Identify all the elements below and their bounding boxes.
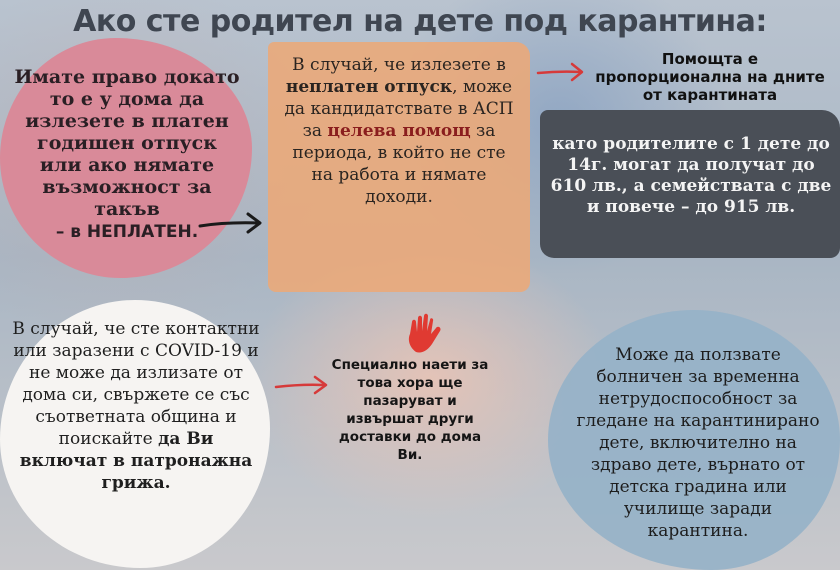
peach-part2: , може да кандидатствате в АСП за	[284, 77, 514, 141]
peach-part3: за периода, в който не сте на работа и нямате доходи.	[292, 121, 506, 207]
peach-part1: В случай, че излезете в	[292, 55, 506, 75]
arrow-right-icon	[534, 60, 590, 84]
peach-bold2: целева помощ	[327, 121, 471, 141]
white-bold: да Ви включат в патронажна грижа.	[19, 429, 253, 493]
arrow-right-icon	[272, 372, 334, 398]
right-header: Помощта е пропорционална на дните от карантината	[595, 50, 825, 104]
blue-text: Може да ползвате болничен за временна нетрудоспособност за гледане на карантинирано дете, включително на здраво дете, върнато от детска градина или училище заради карантина.	[576, 345, 820, 541]
red-hand-icon	[402, 312, 446, 356]
white-text: В случай, че сте контактни или заразени с COVID-19 и не може да излизате от дома си, свържете се със съответната община и поискайте	[12, 319, 260, 449]
peach-text-block	[282, 54, 516, 208]
dark-text: като родителите с 1 дете до 14г. могат да получат до 610 лв., а семействата с две и повече – до 915 лв.	[550, 134, 832, 217]
pink-text: Имате право докато то е у дома да излезете в платен годишен отпуск или ако нямате възможност за такъв	[14, 66, 240, 220]
page-title: Ако сте родител на дете под карантина:	[73, 4, 767, 39]
middle-text: Специално наети за това хора ще пазаруват и извършат други доставки до дома Ви.	[331, 357, 489, 463]
arrow-right-icon	[196, 208, 268, 238]
pink-emphasis: – в НЕПЛАТЕН.	[55, 222, 199, 242]
white-text-block	[12, 318, 260, 494]
peach-bold1: неплатен отпуск	[285, 77, 453, 97]
